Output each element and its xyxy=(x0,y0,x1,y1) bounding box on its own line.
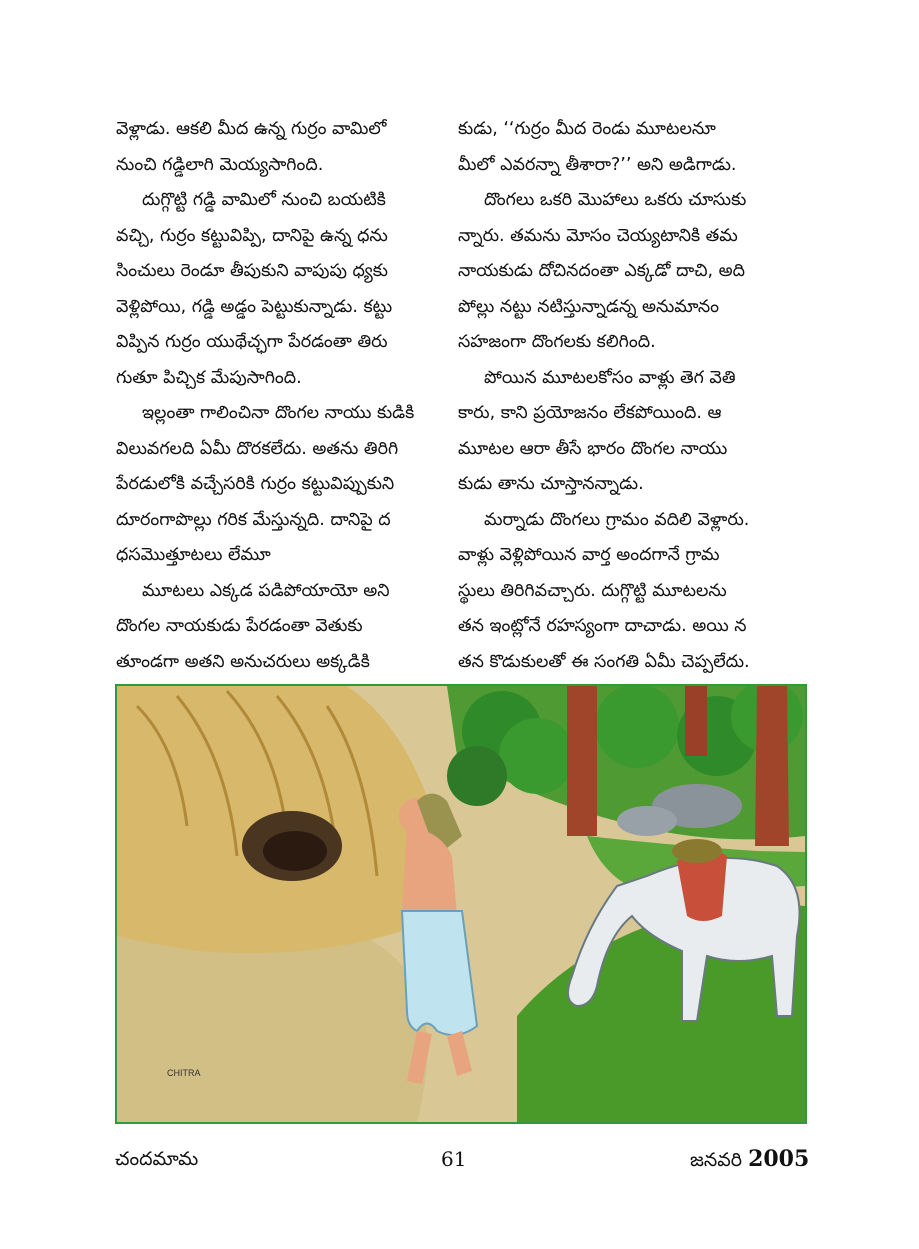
text-line: గుతూ పిచ్చిక మేపుసాగింది. xyxy=(116,367,302,388)
text-line: పోయిన మూటలకోసం వాళ్లు తెగ వెతి xyxy=(484,367,736,388)
text-line: వెళ్లిపోయి, గడ్డి అడ్డం పెట్టుకున్నాడు. కట్టు xyxy=(116,296,393,317)
text-line: నాయకుడు దోచినదంతా ఎక్కడో దాచి, అది xyxy=(458,261,746,281)
text-line: దొంగలు ఒకరి మొహాలు ఒకరు చూసుకు xyxy=(484,190,747,210)
text-line: ధసమొత్తూటలు లేమూ xyxy=(116,545,271,565)
text-line: విలువగలది ఏమీ దొరకలేదు. అతను తిరిగి xyxy=(116,438,399,459)
text-line: మూటలు ఎక్కడ పడిపోయాయో అని xyxy=(142,580,390,601)
text-line: దుగ్గొట్టి గడ్డి వామిలో నుంచి బయటికి xyxy=(142,190,386,210)
text-line: పేరడులోకి వచ్చేసరికి గుర్రం కట్టువిప్పుకుని xyxy=(116,474,395,494)
text-line: పోల్లు నట్టు నటిస్తున్నాడన్న అనుమానం xyxy=(458,296,720,317)
issue-date xyxy=(690,1144,809,1174)
text-line: కుడు తాను చూస్తానన్నాడు. xyxy=(458,474,644,494)
text-line: కుడు, ‘‘గుర్రం మీద రెండు మూటలనూ xyxy=(458,119,716,139)
text-line: సహజంగా దొంగలకు కలిగింది. xyxy=(458,332,656,352)
story-illustration xyxy=(115,684,807,1124)
magazine-name: చందమామ xyxy=(115,1148,199,1170)
text-line: వెళ్లాడు. ఆకలి మీద ఉన్న గుర్రం వామిలో xyxy=(116,119,387,139)
text-line: మర్నాడు దొంగలు గ్రామం వదిలి వెళ్లారు. xyxy=(484,509,750,530)
text-line: ఇల్లంతా గాలించినా దొంగల నాయు కుడికి xyxy=(142,403,415,423)
text-line: దూరంగాపొల్లు గరిక మేస్తున్నది. దానిపై ద xyxy=(116,509,391,530)
issue-month: జనవరి xyxy=(690,1149,743,1171)
artist-signature: CHITRA xyxy=(167,1068,201,1078)
text-line: నుంచి గడ్డిలాగి మెయ్యసాగింది. xyxy=(116,154,324,175)
text-line: దొంగల నాయకుడు పేరడంతా వెతుకు xyxy=(116,616,363,636)
text-line: తన కొడుకులతో ఈ సంగతి ఏమీ చెప్పలేదు. xyxy=(458,651,750,672)
text-line: స్థులు తిరిగివచ్చారు. దుగ్గొట్టి మూటలను xyxy=(458,580,727,601)
text-line: విప్పిన గుర్రం యుథేచ్ఛగా పేరడంతా తిరు xyxy=(116,332,388,352)
illustration-drawing xyxy=(117,686,805,1122)
text-line: కారు, కాని ప్రయోజనం లేకపోయింది. ఆ xyxy=(458,403,722,423)
text-line: వచ్చి, గుర్రం కట్టువిప్పి, దానిపై ఉన్న ధను xyxy=(116,225,388,246)
left-text-column xyxy=(116,112,458,716)
text-line: మీలో ఎవరన్నా తీశారా?’’ అని అడిగాడు. xyxy=(458,154,737,175)
page-number: 61 xyxy=(441,1147,467,1171)
text-line: తూండగా అతని అనుచరులు అక్కడికి xyxy=(116,651,370,672)
text-line: వాళ్లు వెళ్లిపోయిన వార్త అందగానే గ్రామ xyxy=(458,545,720,565)
issue-year: 2005 xyxy=(748,1146,810,1172)
right-text-column xyxy=(458,112,808,716)
text-line: తన ఇంట్లోనే రహస్యంగా దాచాడు. అయి న xyxy=(458,616,747,636)
text-line: సించులు రెండూ తీపుకుని వాపుపు ధ్యకు xyxy=(116,261,388,281)
text-line: మూటల ఆరా తీసే భారం దొంగల నాయు xyxy=(458,438,728,459)
text-line: న్నారు. తమను మోసం చెయ్యటానికి తమ xyxy=(458,225,738,246)
